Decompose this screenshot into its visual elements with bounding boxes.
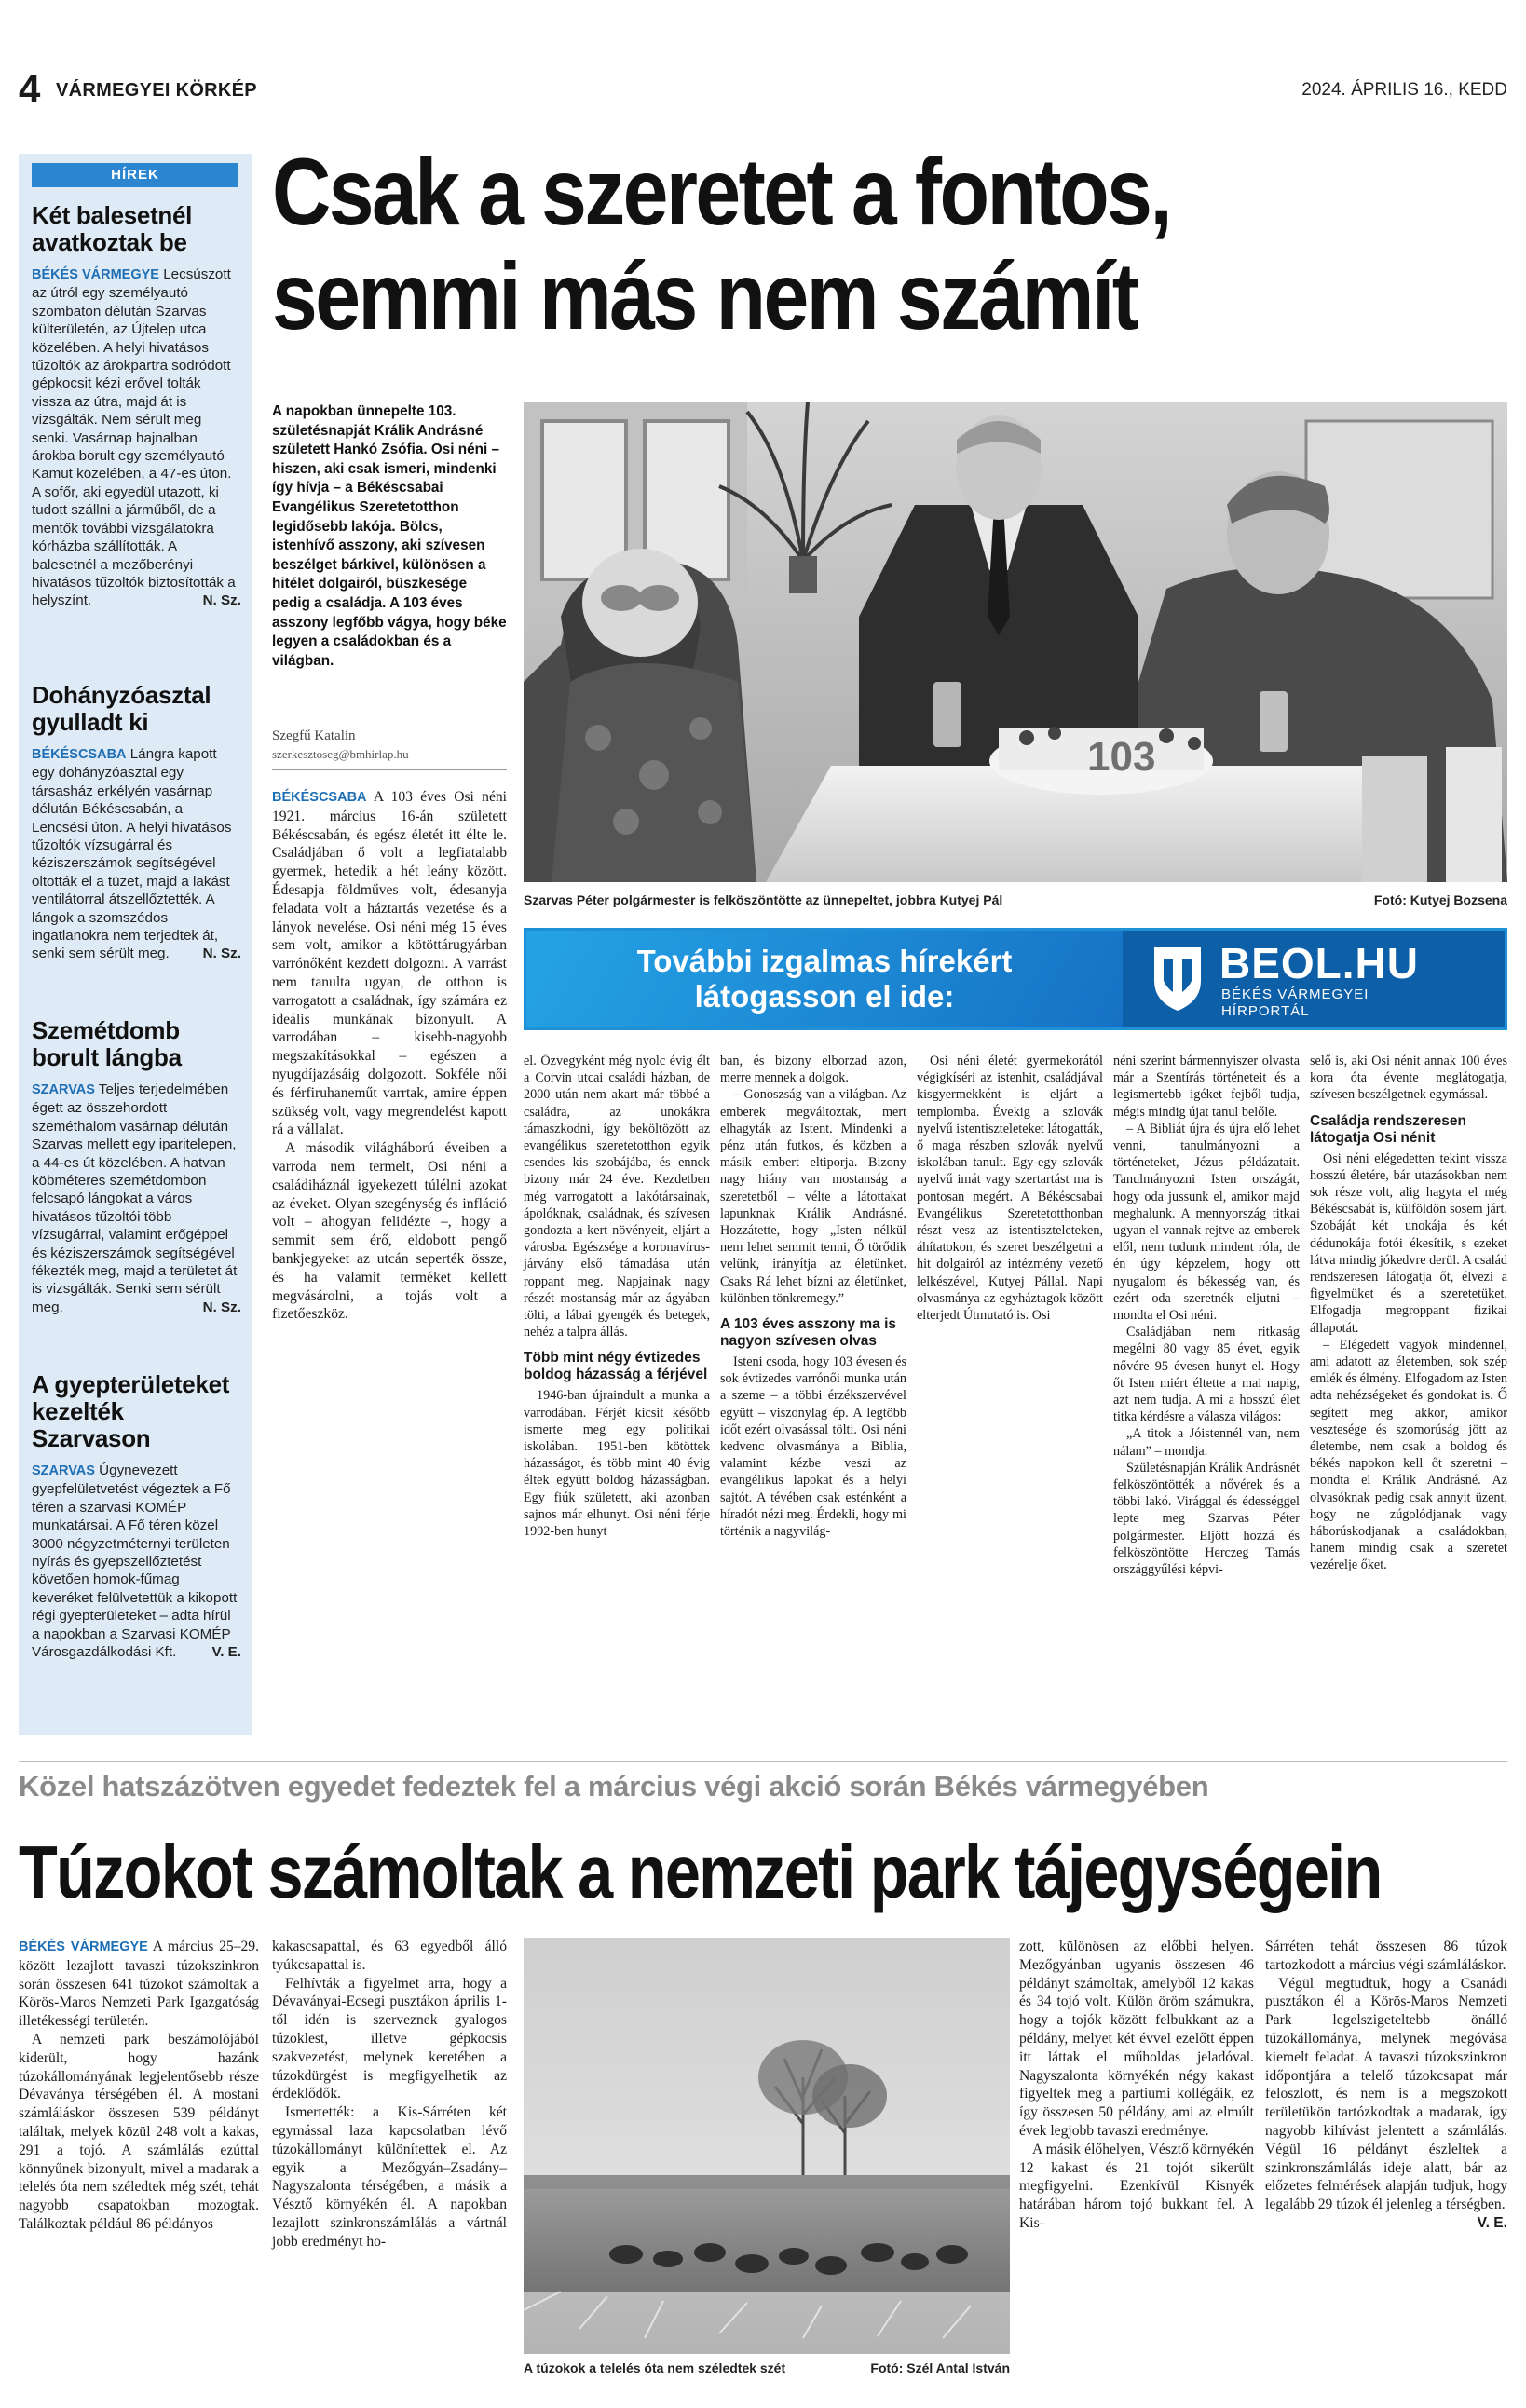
caption-text: A túzokok a telelés óta nem széledtek szét <box>524 2360 786 2375</box>
paragraph: zott, különösen az előbbi helyen. Mezőgyánban ugyanis összesen 46 példányt számoltak, amelyből 12 kakas és 34 tojó volt. Külön öröm számukra, hogy a tojók között felbukkant az a példány, melyet két évvel ezelőtt éppen itt láttak el műholdas jeladóval. Nagyszalonta környékén négy kakast figyeltek meg a partiumi kollégáik, ez így összesen 50 példány, ami az elmúlt évek legjobb tavaszi eredménye. <box>1019 1939 1254 2139</box>
ad-line: látogasson el ide: <box>694 979 955 1014</box>
article1-col3 <box>720 1053 906 1540</box>
paragraph: kakascsapattal, és 63 egyedből álló tyúkcsapattal is. <box>272 1939 507 1973</box>
paragraph: néni szerint bármennyiszer olvasta már a Szentírás történeteit és a legismertebb igéket fejből tudja, mégis mindig újat tanul belőle. <box>1113 1054 1300 1120</box>
news-item-title: A gyepterületeket kezelték Szarvason <box>32 1370 230 1452</box>
paragraph: 1946-ban újraindult a munka a varrodában. Férjét kicsit később ismerte meg egy politikai iskolában. 1951-ben kötöttek házasságot, és több mint 40 évig éltek együtt boldog házasságban. Egy fiúk született, aki azonban sajnos már elhunyt. Osi néni férje 1992-ben hunyt <box>524 1388 710 1540</box>
paragraph: Osi néni elégedetten tekint vissza hosszú életére, bár utazásokban nem sok része volt, alig hagyta el még Békéscsabát is, külföldön sosem járt. Szobáját két unokája és két dédunokája fotói ékesítik, s ezeket látva mindig jókedvre derül. A család rendszeresen látogatja őt, élvezi a figyelmüket és a szeretetüket. Elfogadja megroppant fizikai állapotát. <box>1310 1150 1507 1336</box>
author-email: szerkesztoseg@bmhirlap.hu <box>272 747 409 761</box>
bustard-photo-illustration <box>524 1938 1010 2354</box>
ad-subtitle: BÉKÉS VÁRMEGYEI HÍRPORTÁL <box>1221 986 1369 1019</box>
news-item-body: SZARVAS Teljes terjedelmében égett az összehordott szeméthalom vasárnap délután Szarvas mellett egy iparitelepen, a 44-es út közelében. A hatvan köbméteres szemétdombon felcsapó lángokat a város hivatásos tűzoltói több vízsugárral, valamint erőgéppel és kéziszerszámok segítségével fékezték meg, majd a területet át is vizsgálták. Senki sem sérült meg. N. Sz. <box>32 1082 241 1315</box>
news-item <box>32 682 241 1017</box>
article1-col4 <box>1113 1053 1300 1578</box>
paragraph: Végül megtudtuk, hogy a Csanádi pusztákon él a Körös-Maros Nemzeti Park legelszigeteltebb önálló túzokállománya, melynek megóvása kiemelt feladat. A tavaszi túzokszinkron időpontjára a telelő túzokcsapat már feloszlott, és nem is a megszokott területükön tartózkodtak a madarak, így nagyobb kihívást jelentett a számlálás. Végül 16 példányt észleltek a szinkronszámlálás ideje alatt, bár az előzetes felmérések alapján tudjuk, hogy legalább 29 túzok él jelenleg a térségben. V. E. <box>1265 1975 1507 2231</box>
news-item <box>32 202 241 682</box>
paragraph: Osi néni életét gyermekorától végigkíséri az istenhit, családjával kisgyermekként is eljárt a templomba. Évekig a szlovák nyelvű istentiszteleteket látogatták, ő maga részben szlovák nyelvű iskolában tanult. Egy-egy szlovák nyelvű imát vagy szertartást ma is pontosan megért. A Békéscsabai Evangélikus Szeretetotthonban részt vesz az istentiszteleteken, áhítatokon, és szeret beszélgetni a hit dolgairól az intézmény vezető lelkészével, Kutyej Pállal. Napi olvasmánya az egyháztagok között elterjedt Útmutató is. Osi <box>917 1054 1103 1324</box>
news-sidebar <box>19 154 252 1735</box>
caption-text: Szarvas Péter polgármester is felköszöntötte az ünnepeltet, jobbra Kutyej Pál <box>524 892 1003 907</box>
page-number: 4 <box>19 67 41 111</box>
photo2-caption <box>524 2360 1010 2375</box>
sidebar-items <box>32 202 241 1661</box>
paragraph: – Elégedett vagyok mindennel, ami adatott az életemben, sok szép emlék és élmény. Elfogadom az Isten adta nehézségeket és gondokat is. Ő segített meg akkor, amikor vesztesége és szomorúság jött az életembe, nem csak a boldog és békés napokon kell őt szeretni – mondta el Králik Andrásné. Az olvasóknak pedig csak annyit üzent, hogy ne zúgolódjanak vagy háborúskodjanak a családokban, hanem mindig csak a szeretet vezérelje őket. <box>1310 1337 1507 1573</box>
author-name: Szegfű Katalin <box>272 728 356 743</box>
paragraph: Családjában nem ritkaság megélni 80 vagy 85 évet, egyik nővére 95 évesen hunyt el. Hogy őt Isten miért éltette a mai napig, azt nem tudja. A mi a hosszú élet titka kérdésre a válasza világos: <box>1113 1325 1300 1425</box>
news-item-body: BÉKÉS VÁRMEGYE Lecsúszott az útról egy személyautó szombaton délután Szarvas külterületén, az Újtelep utca közelében. A helyi hivatásos tűzoltók az árokpartra sodródott gépkocsit kézi erővel tolták vissza az útra, majd át is vizsgálták. Nem sérült meg senki. Vasárnap hajnalban árokba borult egy személyautó Kamut közelében, a 47-es úton. A sofőr, aki egyedül utazott, ki tudott szállni a járműből, de a mentők további vizsgálatokra kórházba szállították. A balesetnél a mezőberényi hivatásos tűzoltók biztosították a helyszínt. N. Sz. <box>32 266 241 609</box>
sidebar-label: HÍREK <box>32 163 238 187</box>
section-title: VÁRMEGYEI KÖRKÉP <box>56 80 257 101</box>
article2-col2 <box>272 1938 507 2252</box>
news-item-body: BÉKÉSCSABA Lángra kapott egy dohányzóasztal egy társasház erkélyén vasárnap délután Békéscsabán, a Lencsési úton. A helyi hivatásos tűzoltók vízsugárral és kéziszerszámok segítségével oltották el a tüzet, majd a lakást ventilátorral átszellőztették. A lángok a szomszédos ingatlanokra nem terjedtek át, senki sem sérült meg. N. Sz. <box>32 746 241 962</box>
author-block <box>272 728 507 770</box>
paragraph: „A titok a Jóistennél van, nem nálam” – mondja. <box>1113 1426 1300 1459</box>
article1-col2 <box>524 1053 710 1540</box>
paragraph: BÉKÉS VÁRMEGYE A március 25–29. között lezajlott tavaszi túzokszinkron során összesen 641 túzokot számoltak a Körös-Maros Nemzeti Park Igazgatóság illetékességi területén. <box>19 1939 259 2030</box>
news-item-location: BÉKÉSCSABA <box>32 747 127 762</box>
ad-text-panel <box>526 931 1123 1027</box>
paragraph: Felhívták a figyelmet arra, hogy a Dévaványai-Ecsegi pusztákon április 1-től idén is szerveznek gyalogos túzoklest, illetve gépkocsis szakvezetést, melynek keretében a túzokdürgést is megfigyelhetik az érdeklődők. <box>272 1975 507 2102</box>
paragraph: – Gonoszság van a világban. Az emberek megváltoztak, mert elhagyták az Istent. Mindenki a pénz után futkos, és közben a másik embert eltiporja. Bizony nagy hiány van mostanság a szeretetből – vélte a látottakat lapunknak Králik Andrásné. Hozzátette, hogy „Isten nélkül nem lehet semmit tenni, Ő törődik velünk, irányítja az életünket. Csaks Rá lehet bízni az életünket, különben tönkremegy.” <box>720 1087 906 1306</box>
paragraph: Születésnapján Králik Andrásnét felköszöntötték a nővérek és a többi lakó. Virággal és édességgel lepte meg Szarvas Péter polgármester. Eljött hozzá és felköszöntötte Herczeg Tamás országgyűlési képvi- <box>1113 1460 1300 1578</box>
paragraph: ban, és bizony elborzad azon, merre mennek a dolgok. <box>720 1054 906 1086</box>
article1-col1 <box>272 788 507 1324</box>
headline-line: semmi más nem számít <box>272 243 1138 349</box>
article1-lead: A napokban ünnepelte 103. születésnapját Králik Andrásné született Hankó Zsófia. Osi néni – hiszen, aki csak ismeri, mindenki így hívja – a Békéscsabai Evangélikus Szeretetotthon legidősebb lakója. Bölcs, istenhívő asszony, aki szívesen beszélget bárkivel, különösen a hitélet dolgairól, büszkesége pedig a családja. A 103 éves asszony legfőbb vágya, hogy béke legyen a családokban és a világban. <box>272 403 507 669</box>
article2-kicker: Közel hatszázötven egyedet fedeztek fel a március végi akció során Békés vármegyében <box>19 1770 1209 1803</box>
article2-headline: Túzokot számoltak a nemzeti park tájegységein <box>19 1830 1382 1913</box>
headline-line: Csak a szeretet a fontos, <box>272 139 1171 245</box>
paragraph: A második világháború éveiben a varroda nem termelt, Osi néni a családiháznál igyekezett túlélni azokat az éveket. Olyan szegénység és infláció volt – ahogyan felidézte –, hogy a semmit sem érő, eldobott pengő bankjegyeket az utcán seperték össze, és ha valamit terméket kellett megvásárolni, a tojás volt a fizetőeszköz. <box>272 1140 507 1323</box>
news-item-location: SZARVAS <box>32 1082 95 1097</box>
news-item-signature: V. E. <box>211 1644 241 1661</box>
ad-line: További izgalmas hírekért <box>636 944 1013 978</box>
ad-brand: BEOL.HU <box>1219 939 1419 987</box>
article1-col5 <box>1310 1053 1507 1574</box>
article2-col1 <box>19 1938 259 2234</box>
article1-headline <box>272 140 1338 348</box>
news-item-body: SZARVAS Úgynevezett gyepfelületvetést végeztek a Fő téren a szarvasi KOMÉP munkatársai. A Fő téren közel 3000 négyzetméternyi területen nyírás és gyepszellőztetést követően homok-fűmag keveréket felülvetettük a kikopott régi gyepterületeket – adta hírül a napokban a Szarvasi KOMÉP Városgazdálkodási Kft. V. E. <box>32 1462 241 1661</box>
shield-logo-icon <box>1151 944 1205 1013</box>
news-item-location: BÉKÉS VÁRMEGYE <box>32 267 159 282</box>
news-item <box>32 1371 241 1661</box>
section-divider <box>19 1761 1507 1762</box>
article2-col3 <box>1019 1938 1254 2233</box>
photo1-caption <box>524 892 1507 907</box>
paragraph: BÉKÉSCSABA A 103 éves Osi néni 1921. március 16-án született Békéscsabán, és egész életét itt élte le. Családjában ő volt a legfiatalabb gyermek, hetedik a hét leány között. Édesapja földműves volt, édesanyja feladata volt a háztartás vezetése és a lányok nevelése. Osi néni még 15 éves sem volt, amikor a kötöttárugyárban varrónőként kezdett dolgozni. A varrást nem tanulta ugyan, de otthon is varrogatott a családnak, így számára ez ideális munkának bizonyult. A varrodában – kisebb-nagyobb megszakításokkal – egészen a nyugdíjazásáig dolgozott. Sokféle női és férfiruhaneműt varrtak, amire éppen szükség volt, vagy megrendelést kapott rá a vállalat. <box>272 789 507 1138</box>
paragraph: Isteni csoda, hogy 103 évesen és sok évtizedes varrónői munka után a szeme – a többi érzékszervével együtt – viszonylag ép. A legtöbb időt ezért olvasással tölti. Osi néni kedvenc olvasmánya a Biblia, valamint kézbe veszi az evangélikus lapokat és a helyi sajtót. A tévében csak esténként a híradót nézi meg. Érdekli, hogy mi történik a nagyvilág- <box>720 1354 906 1540</box>
subheading: A 103 éves asszony ma is nagyon szívesen olvas <box>720 1316 896 1350</box>
article1-photo <box>524 402 1507 882</box>
subheading: Több mint négy évtizedes boldog házasság a férjével <box>524 1350 708 1383</box>
paragraph: A nemzeti park beszámolójából kiderült, hogy hazánk túzokállományának legjelentősebb része Dévaványa térségében él. A mostani számláláskor összesen 539 példányt találtak, melyek közül 248 volt a kakas, 291 a tojó. A számlálás ezúttal könnyűnek bizonyult, mivel a madarak a telelés óta nem széledtek még szét, tehát nagyobb csapatokban mozogtak. Találkoztak például 86 példányos <box>19 2031 259 2232</box>
birthday-photo-illustration <box>524 402 1507 882</box>
photo-credit: Fotó: Kutyej Bozsena <box>1373 892 1507 907</box>
paragraph: – A Bibliát újra és újra elő lehet venni, tanulmányozni a történeteket, Jézus példázatait. Tanulmányozni Isten országát, hogy oda jussunk el, amikor majd meghalunk. A mennyország titkai ugyan el vannak rejtve az emberek elől, nem tudunk mindent róla, de én úgy képzelem, hogy ott nyugalom és békesség van, és ezért oda szeretnék eljutni – mondta el Osi néni. <box>1113 1121 1300 1324</box>
paragraph: selő is, aki Osi nénit annak 100 éves kora óta évente meglátogatja, szívesen beszélgetnek egymással. <box>1310 1054 1507 1103</box>
paragraph: Sárréten tehát összesen 86 túzok tartozkodott a március végi számláláskor. <box>1265 1939 1507 1973</box>
subheading: Családja rendszeresen látogatja Osi nénit <box>1310 1112 1467 1146</box>
beol-ad-banner[interactable] <box>524 928 1507 1030</box>
paragraph: el. Özvegyként még nyolc évig élt a Corvin utcai családi házban, de 2000 után nem akart már többé a családra, az unokákra támaszkodni, így beköltözött az evangélikus szeretetotthon egyik csendes kis szobájába, és ennek bizony már 24 éve. Kezdetben még varrogatott a lakótársainak, ápolóknak, családnak, és szívesen gondozta a kert növényeit, eljárt a városba. Egészsége a koronavírus-járvány első támadása után roppant meg. Napjainak nagy részét mostanság már az ágyában tölti, a lábai gyengék és betegek, nehéz a talpra állás. <box>524 1054 710 1340</box>
issue-date: 2024. ÁPRILIS 16., KEDD <box>1301 80 1507 100</box>
article2-photo <box>524 1938 1010 2354</box>
news-item-signature: N. Sz. <box>202 946 241 962</box>
article1-col-faith <box>917 1053 1103 1324</box>
news-item <box>32 1017 241 1371</box>
cake-number: 103 <box>1087 734 1156 780</box>
article2-col4 <box>1265 1938 1507 2233</box>
ad-brand-panel <box>1123 931 1505 1027</box>
page-header <box>19 67 1507 112</box>
news-item-title: Két balesetnél avatkoztak be <box>32 201 193 256</box>
news-item-title: Dohányzóasztal gyulladt ki <box>32 681 211 736</box>
article-signature: V. E. <box>1477 2214 1507 2231</box>
paragraph: Ismertették: a Kis-Sárréten két egymással laza kapcsolatban lévő túzokállományt különítettek el. Az egyik a Mezőgyán–Zsadány–Nagyszalonta térségében, a másik a Vésztő környékén él. A napokban lezajlott szinkronszámlálás a vártnál jobb eredményt ho- <box>272 2104 507 2250</box>
paragraph: A másik élőhelyen, Vésztő környékén 12 kakast és 21 tojót sikerült megfigyelni. Ezenkívül Kisnyék határában három tojó bukkant fel. A Kis- <box>1019 2141 1254 2231</box>
news-item-location: SZARVAS <box>32 1463 95 1478</box>
news-item-signature: N. Sz. <box>202 592 241 609</box>
photo-credit: Fotó: Szél Antal István <box>870 2360 1010 2375</box>
news-item-signature: N. Sz. <box>202 1299 241 1315</box>
news-item-title: Szemétdomb borult lángba <box>32 1016 182 1071</box>
